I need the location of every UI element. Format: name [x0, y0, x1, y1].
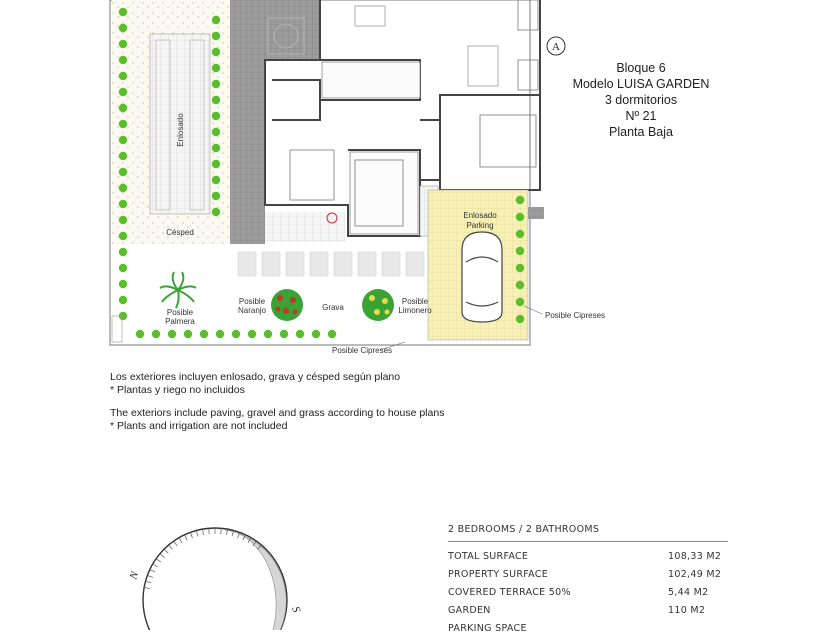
hedge-dot: [168, 330, 176, 338]
lemon-tree-icon: [362, 289, 394, 321]
hedge-dot: [312, 330, 320, 338]
hedge-dot: [119, 104, 127, 112]
hedge-dot: [119, 168, 127, 176]
title-line-floor: Planta Baja: [609, 125, 673, 139]
spec-label: COVERED TERRACE 50%: [448, 587, 571, 598]
table-row: [448, 584, 728, 602]
hedge-dot: [232, 330, 240, 338]
compass-tick: [169, 545, 173, 550]
hedge-dot: [516, 196, 524, 204]
compass-tick: [174, 541, 177, 546]
title-block: [556, 60, 726, 140]
hedge-dot: [212, 32, 220, 40]
table-row: [448, 566, 728, 584]
hedge-dot: [119, 56, 127, 64]
hedge-dot: [212, 176, 220, 184]
label-limonero-1: Posible: [401, 297, 429, 306]
hedge-dot: [200, 330, 208, 338]
spec-value: 110 M2: [668, 605, 706, 616]
hedge-dot: [119, 24, 127, 32]
hedge-dot: [516, 247, 524, 255]
hedge-dot: [119, 88, 127, 96]
spec-value: 108,33 M2: [668, 551, 722, 562]
label-cipreses-bottom: Posible Cipreses: [332, 346, 393, 355]
compass-tick: [147, 575, 153, 577]
hedge-dot: [119, 40, 127, 48]
hedge-dot: [119, 8, 127, 16]
hedge-dot: [119, 184, 127, 192]
hedge-dot: [119, 72, 127, 80]
car-icon: [462, 232, 502, 322]
hedge-dot: [212, 160, 220, 168]
spec-value: [668, 620, 728, 638]
hedge-dot: [516, 264, 524, 272]
hedge-dot: [119, 264, 127, 272]
compass-tick: [221, 528, 222, 534]
label-palmera-1: Posible: [166, 308, 194, 317]
compass-tick: [153, 564, 158, 567]
hedge-dot: [264, 330, 272, 338]
spec-label: TOTAL SURFACE: [448, 551, 529, 562]
hedge-dot: [119, 152, 127, 160]
compass-tick: [196, 530, 198, 536]
hedge-dot: [212, 128, 220, 136]
hedge-dot: [119, 232, 127, 240]
hedge-dot: [212, 208, 220, 216]
title-line-number: Nº 21: [625, 109, 657, 123]
specs-table: [448, 524, 728, 638]
compass-diagram: [127, 528, 302, 630]
hedge-dot: [119, 280, 127, 288]
label-cipreses-right: Posible Cipreses: [545, 311, 606, 320]
compass-tick: [145, 581, 151, 583]
spec-value: 5,44 M2: [668, 587, 709, 598]
hedge-dot: [119, 216, 127, 224]
compass-tick: [150, 570, 155, 573]
table-row: [448, 602, 728, 620]
spec-label: GARDEN: [448, 605, 491, 616]
label-naranjo-2: Naranjo: [237, 306, 267, 315]
title-line-bedrooms: 3 dormitorios: [604, 93, 678, 107]
hedge-dot: [119, 248, 127, 256]
hedge-dot: [280, 330, 288, 338]
compass-tick: [190, 532, 192, 538]
compass-tick: [160, 554, 165, 558]
compass-tick: [179, 538, 182, 543]
label-cesped: Césped: [166, 228, 194, 237]
compass-tick: [156, 559, 161, 562]
hedge-dot: [152, 330, 160, 338]
compass-tick: [185, 535, 188, 540]
hedge-dot: [212, 80, 220, 88]
note-es-1: Los exteriores incluyen enlosado, grava y césped según plano: [110, 371, 401, 383]
hedge-dot: [516, 281, 524, 289]
hedge-dot: [119, 296, 127, 304]
spec-label: PROPERTY SURFACE: [448, 569, 549, 580]
hedge-dot: [119, 120, 127, 128]
section-marker-label: A: [552, 41, 560, 53]
hedge-dot: [516, 230, 524, 238]
orange-tree-icon: [271, 289, 303, 321]
hedge-dot: [119, 136, 127, 144]
title-line-model: Modelo LUISA GARDEN: [572, 77, 710, 91]
label-enlosado-left: Enlosado: [176, 113, 185, 147]
specs-header: 2 BEDROOMS / 2 BATHROOMS: [448, 524, 728, 542]
hedge-dot: [296, 330, 304, 338]
hedge-dot: [119, 200, 127, 208]
compass-north-label: N: [127, 570, 142, 582]
compass-south-label: S: [289, 604, 303, 615]
label-parking: Parking: [466, 221, 494, 230]
hedge-dot: [212, 112, 220, 120]
hedge-dot: [184, 330, 192, 338]
hedge-dot: [328, 330, 336, 338]
spec-value: 102,49 M2: [668, 569, 722, 580]
label-limonero-2: Limonero: [398, 306, 432, 315]
table-row: [448, 620, 728, 638]
title-line-block: Bloque 6: [616, 61, 666, 75]
hedge-dot: [516, 315, 524, 323]
label-grava: Grava: [322, 303, 344, 312]
compass-tick: [164, 549, 168, 553]
note-en-1: The exteriors include paving, gravel and grass according to house plans: [110, 407, 445, 419]
hedge-dot: [516, 298, 524, 306]
note-es-2: * Plantas y riego no incluidos: [110, 383, 245, 396]
hedge-dot: [212, 96, 220, 104]
compass-tick: [202, 529, 203, 535]
spec-label: PARKING SPACE: [448, 623, 527, 634]
hedge-dot: [212, 192, 220, 200]
hedge-dot: [516, 213, 524, 221]
label-palmera-2: Palmera: [165, 317, 195, 326]
table-row: [448, 548, 728, 566]
hedge-dot: [212, 16, 220, 24]
notes: [110, 371, 444, 432]
hedge-dot: [212, 144, 220, 152]
hedge-dot: [136, 330, 144, 338]
hedge-dot: [216, 330, 224, 338]
compass-tick: [209, 528, 210, 534]
label-enlosado-parking: Enlosado: [463, 211, 497, 220]
hedge-dot: [248, 330, 256, 338]
label-naranjo-1: Posible: [238, 297, 266, 306]
note-en-2: * Plants and irrigation are not included: [110, 419, 288, 432]
hedge-dot: [212, 48, 220, 56]
compass-tick: [144, 587, 150, 588]
terrace-paving: [230, 0, 320, 60]
hedge-dot: [212, 64, 220, 72]
